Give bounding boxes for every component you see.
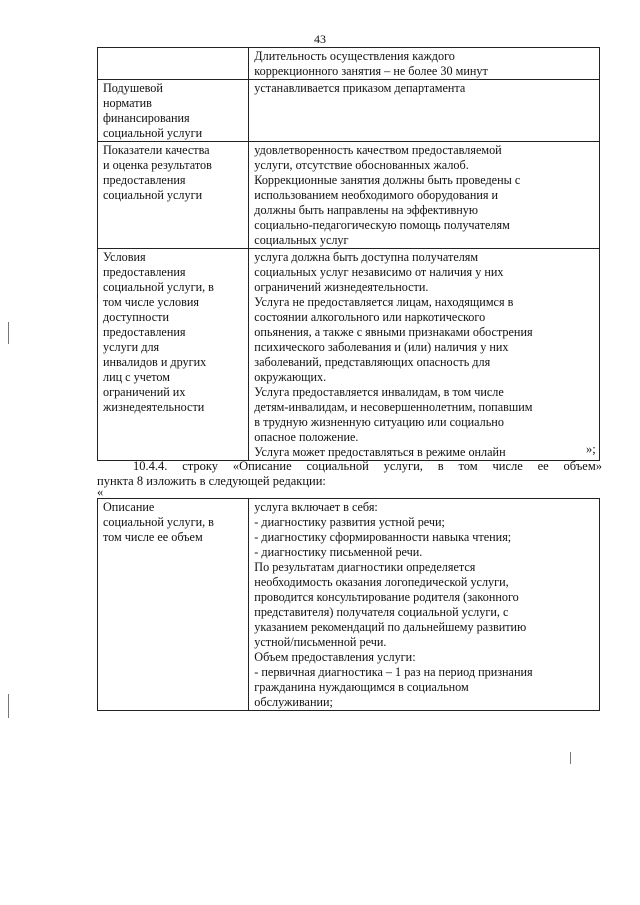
text-line: социальных услуг независимо от наличия у них bbox=[254, 265, 504, 279]
text-line: состоянии алкогольного или наркотического bbox=[254, 310, 486, 324]
row-value-cell bbox=[249, 249, 600, 461]
text-line: использованием необходимого оборудования и bbox=[254, 188, 499, 202]
row-value-cell bbox=[249, 48, 600, 80]
text-line: психического заболевания и (или) наличия у них bbox=[254, 340, 509, 354]
text-line: коррекционного занятия – не более 30 минут bbox=[254, 64, 488, 78]
text-line: социально-педагогическую помощь получателям bbox=[254, 218, 510, 232]
text-line: ограничений их bbox=[103, 385, 186, 399]
text-line: инвалидов и других bbox=[103, 355, 207, 369]
row-value-cell bbox=[249, 80, 600, 142]
text-line: детям-инвалидам, и несовершеннолетним, попавшим bbox=[254, 400, 533, 414]
text-line: заболеваний, представляющих опасность для bbox=[254, 355, 491, 369]
text-line: предоставления bbox=[103, 265, 186, 279]
opening-quote: « bbox=[97, 485, 104, 499]
text-line: предоставления bbox=[103, 173, 186, 187]
text-line: социальной услуги bbox=[103, 188, 203, 202]
text-line: необходимость оказания логопедической услуги, bbox=[254, 575, 509, 589]
text-line: Подушевой bbox=[103, 81, 163, 95]
text-line: - диагностику письменной речи. bbox=[254, 545, 423, 559]
text-line: услуги для bbox=[103, 340, 160, 354]
text-line: - диагностику сформированности навыка чтения; bbox=[254, 530, 512, 544]
text-line: том числе условия bbox=[103, 295, 199, 309]
instruction-line-2: пункта 8 изложить в следующей редакции: bbox=[97, 474, 326, 488]
text-line: доступности bbox=[103, 310, 169, 324]
text-line: предоставления bbox=[103, 325, 186, 339]
text-line: окружающих. bbox=[254, 370, 327, 384]
text-line: Коррекционные занятия должны быть проведены с bbox=[254, 173, 521, 187]
row-label-cell bbox=[98, 499, 249, 711]
text-line: Условия bbox=[103, 250, 146, 264]
text-line: услуги, отсутствие обоснованных жалоб. bbox=[254, 158, 469, 172]
text-line: социальной услуги bbox=[103, 126, 203, 140]
text-line: Объем предоставления услуги: bbox=[254, 650, 416, 664]
scan-mark-left-top bbox=[8, 322, 9, 344]
text-line: услуга включает в себя: bbox=[254, 500, 378, 514]
text-line: устной/письменной речи. bbox=[254, 635, 387, 649]
scan-mark-right bbox=[570, 752, 571, 764]
scan-mark-left-bottom bbox=[8, 694, 9, 718]
text-line: финансирования bbox=[103, 111, 190, 125]
text-line: Длительность осуществления каждого bbox=[254, 49, 455, 63]
table-row bbox=[98, 142, 600, 249]
text-line: По результатам диагностики определяется bbox=[254, 560, 476, 574]
text-line: норматив bbox=[103, 96, 152, 110]
text-line: Услуга предоставляется инвалидам, в том числе bbox=[254, 385, 504, 399]
table-row bbox=[98, 249, 600, 461]
text-line: услуга должна быть доступна получателям bbox=[254, 250, 479, 264]
row-value-cell bbox=[249, 142, 600, 249]
row-label-cell bbox=[98, 249, 249, 461]
text-line: удовлетворенность качеством предоставляемой bbox=[254, 143, 502, 157]
text-line: устанавливается приказом департамента bbox=[254, 81, 466, 95]
row-label-cell bbox=[98, 48, 249, 80]
text-line: жизнедеятельности bbox=[103, 400, 205, 414]
page-number: 43 bbox=[314, 32, 326, 46]
text-line: социальной услуги, в bbox=[103, 515, 214, 529]
text-line: лиц с учетом bbox=[103, 370, 171, 384]
text-line: Описание bbox=[103, 500, 155, 514]
service-table-top bbox=[97, 47, 600, 461]
row-label-cell bbox=[98, 80, 249, 142]
text-line: том числе ее объем bbox=[103, 530, 203, 544]
text-line: - первичная диагностика – 1 раз на период признания bbox=[254, 665, 533, 679]
text-line: в трудную жизненную ситуацию или социально bbox=[254, 415, 504, 429]
table-row bbox=[98, 80, 600, 142]
table-row bbox=[98, 48, 600, 80]
text-line: и оценка результатов bbox=[103, 158, 212, 172]
text-line: Показатели качества bbox=[103, 143, 210, 157]
text-line: ограничений жизнедеятельности. bbox=[254, 280, 429, 294]
service-table-bottom bbox=[97, 498, 600, 711]
instruction-line-1: 10.4.4. строку «Описание социальной услуги, в том числе ее объем» bbox=[133, 459, 602, 473]
text-line: Услуга не предоставляется лицам, находящимся в bbox=[254, 295, 514, 309]
text-line: представителя) получателя социальной услуги, с bbox=[254, 605, 509, 619]
text-line: Услуга может предоставляться в режиме онлайн bbox=[254, 445, 506, 459]
text-line: опьянения, а также с явными признаками обострения bbox=[254, 325, 533, 339]
text-line: проводится консультирование родителя (законного bbox=[254, 590, 519, 604]
text-line: - диагностику развития устной речи; bbox=[254, 515, 445, 529]
text-line: социальных услуг bbox=[254, 233, 349, 247]
text-line: указанием рекомендаций по дальнейшему развитию bbox=[254, 620, 527, 634]
closing-quote: »; bbox=[586, 442, 596, 456]
row-value-cell bbox=[249, 499, 600, 711]
text-line: опасное положение. bbox=[254, 430, 359, 444]
text-line: должны быть направлены на эффективную bbox=[254, 203, 479, 217]
row-label-cell bbox=[98, 142, 249, 249]
text-line: обслуживании; bbox=[254, 695, 333, 709]
table-row bbox=[98, 499, 600, 711]
text-line: гражданина нуждающимся в социальном bbox=[254, 680, 469, 694]
text-line: социальной услуги, в bbox=[103, 280, 214, 294]
